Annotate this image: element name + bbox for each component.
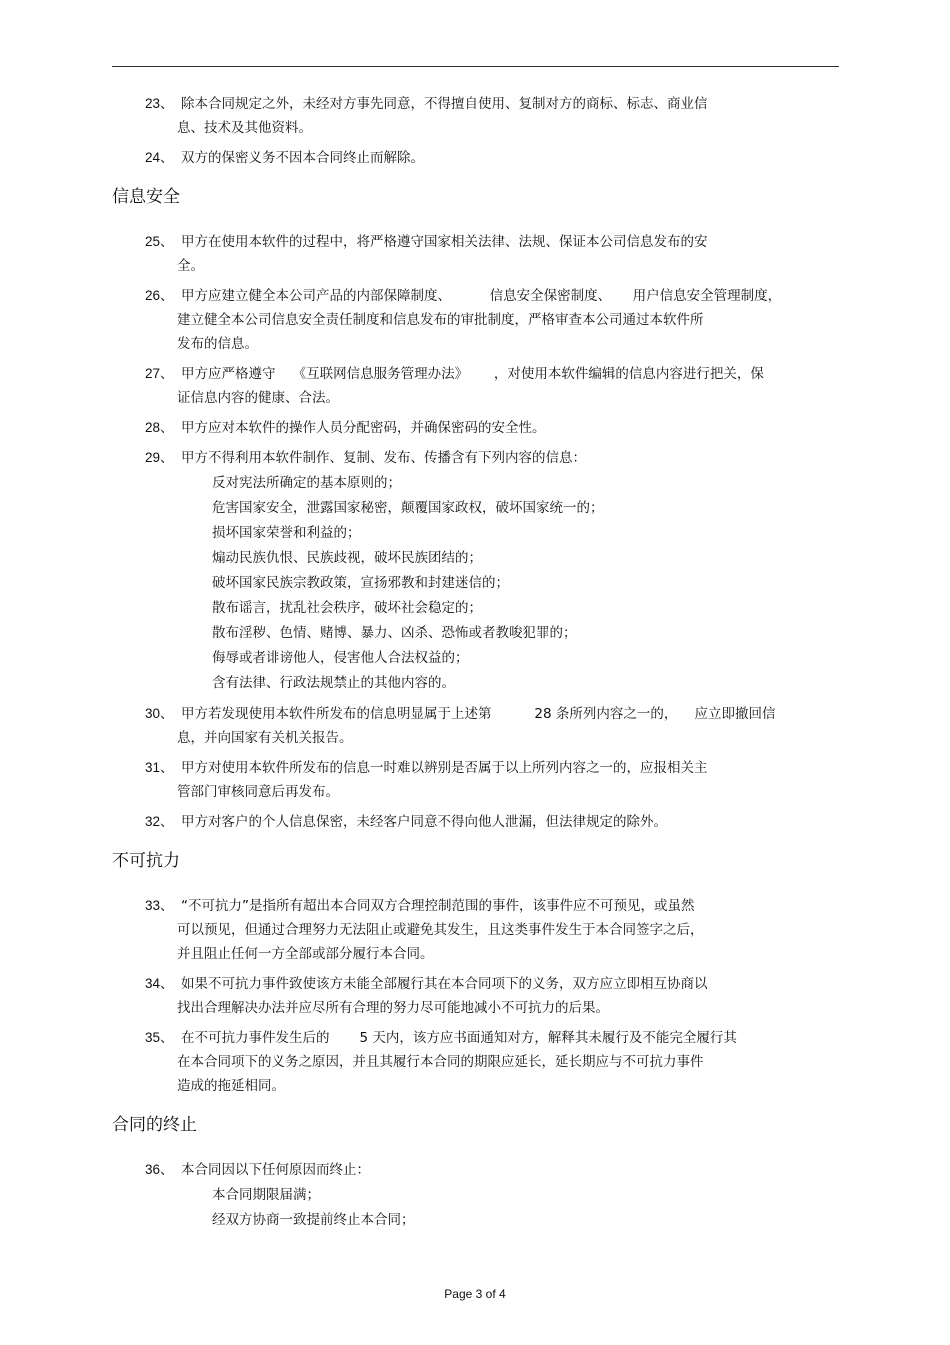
section-heading-info-security: 信息安全 [112, 187, 180, 207]
clause-item [145, 756, 830, 804]
sub-list-item: 危害国家安全，泄露国家秘密，颠覆国家政权，破坏国家统一的； [212, 500, 604, 516]
clause-item [145, 1026, 830, 1098]
clause-text-line: 造成的拖延相同。 [177, 1078, 285, 1094]
clause-text-line: 管部门审核同意后再发布。 [177, 784, 339, 800]
section-heading-termination: 合同的终止 [112, 1115, 197, 1135]
clause-number: 30、 [145, 706, 174, 721]
sub-list-item: 侮辱或者诽谤他人，侵害他人合法权益的； [212, 650, 469, 666]
section-heading-force-majeure: 不可抗力 [112, 851, 180, 871]
clause-text-line: 双方的保密义务不因本合同终止而解除。 [181, 150, 424, 166]
clause-item [145, 416, 830, 440]
page-footer: Page 3 of 4 [444, 1287, 506, 1301]
clause-item [145, 810, 830, 834]
clause-text-line: 甲方应对本软件的操作人员分配密码，并确保密码的安全性。 [181, 420, 546, 436]
clause-text-line: 在本合同项下的义务之原因，并且其履行本合同的期限应延长，延长期应与不可抗力事件 [177, 1054, 704, 1070]
clause-text-line: 甲方对使用本软件所发布的信息一时难以辨别是否属于以上所列内容之一的，应报相关主 [181, 760, 708, 776]
clause-text-line: 证信息内容的健康、合法。 [177, 390, 339, 406]
clause-text-line: 本合同因以下任何原因而终止： [181, 1162, 370, 1178]
clause-text-line: 除本合同规定之外，未经对方事先同意，不得擅自使用、复制对方的商标、标志、商业信 [181, 96, 708, 112]
clause-number: 27、 [145, 366, 174, 381]
clause-number: 23、 [145, 96, 174, 111]
clause-text-line: 可以预见，但通过合理努力无法阻止或避免其发生，且这类事件发生于本合同签字之后， [177, 922, 704, 938]
page-content [0, 92, 950, 1239]
clause-number: 32、 [145, 814, 174, 829]
clause-number: 34、 [145, 976, 174, 991]
clause-item [145, 362, 830, 410]
clause-number: 26、 [145, 288, 174, 303]
items-group-a [0, 92, 950, 170]
clause-text-line: 建立健全本公司信息安全责任制度和信息发布的审批制度，严格审查本公司通过本软件所 [177, 312, 704, 328]
clause-number: 28、 [145, 420, 174, 435]
clause-number: 31、 [145, 760, 174, 775]
items-group-d [0, 894, 950, 1098]
clause-number: 36、 [145, 1162, 174, 1177]
clause-text-line: 找出合理解决办法并应尽所有合理的努力尽可能地减小不可抗力的后果。 [177, 1000, 609, 1016]
clause-item [145, 146, 830, 170]
sub-list-36 [0, 1183, 950, 1233]
clause-text-line: 甲方在使用本软件的过程中，将严格遵守国家相关法律、法规、保证本公司信息发布的安 [181, 234, 708, 250]
clause-number: 25、 [145, 234, 174, 249]
clause-item [145, 1158, 830, 1182]
clause-text-line: 如果不可抗力事件致使该方未能全部履行其在本合同项下的义务，双方应立即相互协商以 [181, 976, 708, 992]
clause-item [145, 894, 830, 966]
sub-list-item: 煽动民族仇恨、民族歧视，破坏民族团结的； [212, 550, 482, 566]
clause-text-line: 甲方对客户的个人信息保密，未经客户同意不得向他人泄漏，但法律规定的除外。 [181, 814, 667, 830]
clause-text-line: 并且阻止任何一方全部或部分履行本合同。 [177, 946, 434, 962]
clause-item [145, 230, 830, 278]
clause-number: 33、 [145, 898, 174, 913]
clause-item [145, 284, 830, 356]
sub-list-29 [0, 471, 950, 696]
sub-list-item: 散布谣言，扰乱社会秩序，破坏社会稳定的； [212, 600, 482, 616]
sub-list-item: 破坏国家民族宗教政策，宣扬邪教和封建迷信的； [212, 575, 509, 591]
clause-text-line: 甲方不得利用本软件制作、复制、发布、传播含有下列内容的信息： [181, 450, 586, 466]
clause-item [145, 702, 830, 750]
items-group-c [0, 702, 950, 834]
sub-list-item: 损坏国家荣誉和利益的； [212, 525, 361, 541]
sub-list-item: 含有法律、行政法规禁止的其他内容的。 [212, 675, 455, 691]
clause-text-line: 甲方应建立健全本公司产品的内部保障制度、 信息安全保密制度、 用户信息安全管理制度， [181, 288, 782, 304]
clause-item [145, 92, 830, 140]
clause-number: 35、 [145, 1030, 174, 1045]
header-rule [112, 66, 839, 67]
sub-list-item: 散布淫秽、色情、赌博、暴力、凶杀、恐怖或者教唆犯罪的； [212, 625, 577, 641]
sub-list-item: 本合同期限届满； [212, 1187, 320, 1203]
clause-text-line: 在不可抗力事件发生后的 5 天内，该方应书面通知对方，解释其未履行及不能完全履行其 [181, 1030, 737, 1046]
items-group-e [0, 1158, 950, 1182]
clause-text-line: 息、技术及其他资料。 [177, 120, 312, 136]
clause-text-line: 甲方应严格遵守 《互联网信息服务管理办法》 ，对使用本软件编辑的信息内容进行把关，保 [181, 366, 764, 382]
clause-number: 29、 [145, 450, 174, 465]
clause-item [145, 972, 830, 1020]
clause-text-line: 全。 [177, 258, 204, 274]
clause-text-line: 甲方若发现使用本软件所发布的信息明显属于上述第 28 条所列内容之一的， 应立即撤回信 [181, 706, 776, 722]
clause-text-line: “不可抗力”是指所有超出本合同双方合理控制范围的事件，该事件应不可预见，或虽然 [181, 898, 695, 914]
clause-item [145, 446, 830, 470]
clause-text-line: 发布的信息。 [177, 336, 258, 352]
clause-text-line: 息，并向国家有关机关报告。 [177, 730, 353, 746]
sub-list-item: 经双方协商一致提前终止本合同； [212, 1212, 415, 1228]
clause-number: 24、 [145, 150, 174, 165]
items-group-b [0, 230, 950, 470]
sub-list-item: 反对宪法所确定的基本原则的； [212, 475, 401, 491]
